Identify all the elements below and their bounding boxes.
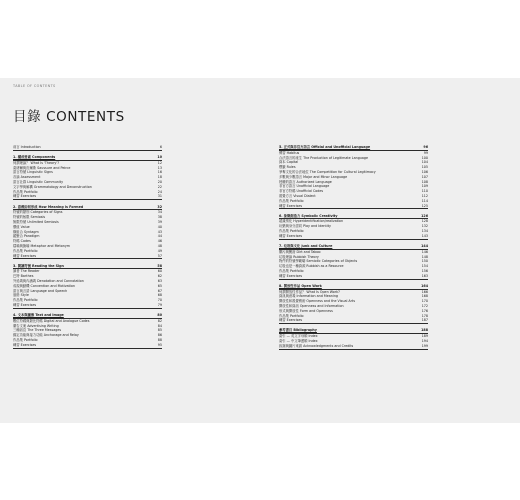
toc-entry-label: 垃圾也是一種資源 Rubbish as a Resource — [279, 264, 344, 269]
toc-page-number: 126 — [421, 213, 428, 218]
toc-entry-label: 語言符號 Linguistic Signs — [13, 170, 53, 175]
toc-entry-label: 外延義與內涵義 Denotation and Connotation — [13, 279, 84, 284]
toc-entry-label: 3. 閱讀符號 Reading the Sign — [13, 263, 64, 268]
toc-entry-label: 練習 Exercises — [279, 318, 303, 323]
toc-page-number: 99 — [423, 150, 428, 155]
toc-entry-label: 授權的語言 Authorized Language — [279, 179, 332, 184]
toc-page-number: 125 — [421, 203, 428, 208]
toc-page-number: 154 — [421, 264, 428, 269]
toc-entry-label: 髒污與驚訝 Dirt and Taboo — [279, 249, 321, 254]
toc-entry-label: 索緒爾與皮爾斯 Saussure and Peirce — [13, 165, 71, 170]
toc-entry-label: 垃圾理論 Rubbish Theory — [279, 254, 319, 259]
toc-page-number: 60 — [157, 269, 162, 274]
toc-entry-label: 形式與開放性 Form and Openness — [279, 308, 333, 313]
toc-page-number: 12 — [157, 160, 162, 165]
toc-entry[interactable] — [279, 344, 428, 350]
toc-page-number: 96 — [423, 145, 428, 149]
toc-page-number: 194 — [421, 339, 428, 344]
toc-entry-label: 練習 Exercises — [279, 273, 303, 278]
toc-page-number: 85 — [157, 328, 162, 333]
toc-page-number: 48 — [157, 243, 162, 248]
toc-entry-label: 2. 意義如何形成 How Meaning is Formed — [13, 204, 84, 209]
toc-right-column — [279, 145, 428, 350]
toc-page-number: 148 — [421, 254, 428, 259]
toc-page-number: 38 — [157, 215, 162, 220]
toc-entry-label: 廣告文案 Advertising Writing — [13, 323, 59, 328]
toc-page-number: 68 — [157, 293, 162, 298]
toc-page-number: 43 — [157, 229, 162, 234]
toc-page-number: 146 — [421, 249, 428, 254]
toc-entry-label: 作品集 Portfolio — [279, 313, 304, 318]
toc-page-number: 134 — [421, 229, 428, 234]
toc-entry-label: 參考書目 Bibliography — [279, 328, 317, 333]
running-head: TABLE OF CONTENTS — [13, 84, 56, 88]
toc-page-number: 70 — [157, 298, 162, 303]
toc-entry-label: 多數與少數語言 Major and Minor Language — [279, 174, 348, 179]
toc-entry-label: 縱聚合 Paradigm — [13, 234, 40, 239]
toc-entry-label: 5. 正式與非官方語言 Official and Unofficial Language — [279, 145, 371, 149]
toc-entry-label: 練習 Exercises — [13, 253, 37, 258]
toc-page-number: 22 — [157, 184, 162, 189]
toc-entry-label: 致謝與圖片來源 Acknowledgments and Credits — [279, 343, 354, 348]
toc-entry-label: 符號的類別 Categories of Signs — [13, 210, 63, 215]
toc-page-number: 144 — [421, 243, 428, 248]
toc-entry-label: 玩樂與身分認同 Play and Identity — [279, 224, 331, 229]
toc-entry-label: 符碼 Codes — [13, 239, 31, 244]
toc-entry-label: 練習 Exercises — [279, 233, 303, 238]
toc-entry-label: 資本 Capital — [279, 160, 299, 165]
toc-entry-label: 慣習 Habitus — [279, 150, 300, 155]
toc-entry[interactable] — [13, 343, 162, 349]
toc-entry-label: 合法語言的產生 The Production of Legitimate Language — [279, 155, 369, 160]
toc-entry-label: 練習 Exercises — [13, 303, 37, 307]
toc-page-number: 189 — [421, 334, 428, 339]
toc-page-number: 84 — [157, 323, 162, 328]
toc-page-number: 49 — [157, 248, 162, 253]
toc-entry-label: 成規與動機 Convention and Motivation — [13, 283, 75, 288]
toc-page-number: 44 — [157, 234, 162, 239]
toc-page-number: 164 — [421, 283, 428, 288]
toc-page-number: 34 — [157, 210, 162, 215]
toc-page-number: 79 — [157, 303, 162, 307]
toc-entry-label: 開放性和視覺藝術 Openness and the Visual Arts — [279, 299, 356, 304]
toc-entry-label: 標籤 Rules — [279, 165, 296, 170]
toc-page-number: 65 — [157, 283, 162, 288]
toc-page-number: 24 — [157, 189, 162, 194]
toc-page-number: 104 — [421, 160, 428, 165]
toc-page-number: 105 — [421, 165, 428, 170]
toc-page-number: 108 — [421, 179, 428, 184]
toc-entry-label: 7. 垃圾與文化 Junk and Culture — [279, 243, 333, 248]
book-page — [0, 78, 520, 423]
toc-page-number: 100 — [421, 155, 428, 160]
toc-page-number: 187 — [421, 318, 428, 323]
toc-entry-label: 作品集 Portfolio — [279, 198, 304, 203]
page-title: 目錄 CONTENTS — [13, 109, 125, 125]
toc-page-number: 40 — [157, 224, 162, 229]
toc-entry-label: 8. 開放性作品 Open Work — [279, 283, 322, 288]
toc-page-number: 32 — [157, 204, 162, 209]
toc-entry-label: 三種訊息 The Three Messages — [13, 328, 62, 333]
toc-page-number: 109 — [421, 184, 428, 189]
toc-page-number: 57 — [157, 253, 162, 258]
toc-entry-label: 開放性和資訊 Openness and Information — [279, 304, 344, 308]
toc-page-number: 82 — [157, 318, 162, 323]
toc-page-number: 110 — [421, 189, 428, 194]
toc-entry-label: 何謂理論？ What Is 'Theory'? — [13, 160, 59, 165]
toc-page-number: 114 — [421, 198, 428, 203]
toc-entry-label: 讀者 The Reader — [13, 269, 40, 274]
toc-entry-label: 作品集 Portfolio — [13, 298, 38, 303]
toc-page-number: 132 — [421, 224, 428, 229]
toc-page-number: 112 — [421, 193, 428, 198]
toc-entry-label: 前言 Introduction — [13, 145, 41, 149]
toc-entry-label: 作品集 Portfolio — [13, 189, 38, 194]
toc-entry-label: 索引 — 英文字母順 Index — [279, 334, 318, 339]
toc-page-number: 199 — [421, 343, 428, 348]
toc-entry-label: 無限符號 Unlimited Semiosis — [13, 219, 59, 224]
toc-entry-label: 錨定功能與接力功能 Anchorage and Relay — [13, 333, 79, 338]
toc-entry-label: 物件的符號學範疇 Semiotic Categories of Objects — [279, 259, 358, 264]
toc-entry-label: 非官方符碼 Unofficial Codes — [279, 189, 324, 194]
toc-page-number: 10 — [157, 155, 162, 160]
toc-entry-label: 符號的極限 Semiosis — [13, 215, 46, 220]
toc-page-number: 172 — [421, 304, 428, 308]
toc-entry-label: 練習 Exercises — [279, 203, 303, 208]
toc-page-number: 95 — [157, 342, 162, 347]
toc-entry-label: 風格 Style — [13, 293, 29, 298]
toc-entry-label: 爭奪文化的合法地位 The Competition for Cultural Legitimacy — [279, 169, 376, 174]
toc-entry-label: 巴特 Barthes — [13, 274, 34, 279]
toc-page-number: 58 — [157, 263, 162, 268]
toc-page-number: 168 — [421, 294, 428, 299]
toc-entry-label: 文字學與解構 Grammatology and Deconstruction — [13, 184, 92, 189]
toc-entry-label: 非官方語言 Unofficial Language — [279, 184, 330, 189]
toc-entry-label: 橫組合 Syntagm — [13, 229, 39, 234]
toc-page-number: 16 — [157, 170, 162, 175]
toc-page-number: 166 — [421, 289, 428, 294]
toc-entry-label: 6. 象徵創造力 Symbolic Creativity — [279, 213, 338, 218]
toc-page-number: 80 — [157, 313, 162, 318]
toc-page-number: 63 — [157, 279, 162, 284]
toc-entry-label: 視覺方言 Visual Dialect — [279, 193, 316, 198]
toc-entry-label: 1. 構成要素 Components — [13, 155, 56, 160]
toc-page-number: 107 — [421, 174, 428, 179]
toc-page-number: 143 — [421, 233, 428, 238]
toc-entry-label: 語言社群 Linguistic Community — [13, 180, 64, 185]
toc-entry-label: 超識別化 Hyperidentification/realization — [279, 219, 344, 224]
toc-page-number: 106 — [421, 169, 428, 174]
toc-entry-label: 練習 Exercises — [13, 194, 37, 199]
toc-entry-label: 練習 Exercises — [13, 342, 37, 347]
toc-entry-label: 作品集 Portfolio — [279, 268, 304, 273]
toc-entry-label: 隱喻與換喻 Metaphor and Metonym — [13, 243, 71, 248]
toc-page-number: 39 — [157, 219, 162, 224]
toc-page-number: 150 — [421, 259, 428, 264]
toc-page-number: 62 — [157, 274, 162, 279]
toc-left-column — [13, 145, 162, 349]
toc-page-number: 170 — [421, 299, 428, 304]
toc-entry-label: 作品集 Portfolio — [279, 229, 304, 234]
toc-entry-label: 資訊與意義 Information and Meaning — [279, 294, 338, 299]
toc-page-number: 156 — [421, 268, 428, 273]
toc-entry-label: 各論 Assessment — [13, 175, 41, 180]
toc-page-number: 178 — [421, 313, 428, 318]
toc-page-number: 86 — [157, 333, 162, 338]
toc-entry-label: 價值 Value — [13, 224, 30, 229]
toc-page-number: 163 — [421, 273, 428, 278]
toc-page-number: 18 — [157, 175, 162, 180]
toc-page-number: 176 — [421, 308, 428, 313]
toc-page-number: 46 — [157, 239, 162, 244]
toc-entry-label: 4. 文本與圖像 Text and Image — [13, 313, 64, 318]
toc-page-number: 31 — [157, 194, 162, 199]
toc-entry-label: 語言與言語 Language and Speech — [13, 288, 68, 293]
toc-entry-label: 作品集 Portfolio — [13, 248, 38, 253]
toc-entry-label: 索引 — 中文筆畫順 Index — [279, 339, 318, 344]
toc-entry-label: 何謂開放性作品？ What Is Open Work? — [279, 289, 340, 294]
toc-entry-label: 數位符碼與類比符碼 Digital and Analogue Codes — [13, 318, 90, 323]
toc-page-number: 67 — [157, 288, 162, 293]
toc-entry-label: 作品集 Portfolio — [13, 338, 38, 343]
toc-page-number: 6 — [159, 145, 162, 149]
toc-page-number: 20 — [157, 180, 162, 185]
toc-page-number: 188 — [421, 328, 428, 333]
toc-page-number: 128 — [421, 219, 428, 224]
toc-page-number: 88 — [157, 338, 162, 343]
toc-page-number: 13 — [157, 165, 162, 170]
